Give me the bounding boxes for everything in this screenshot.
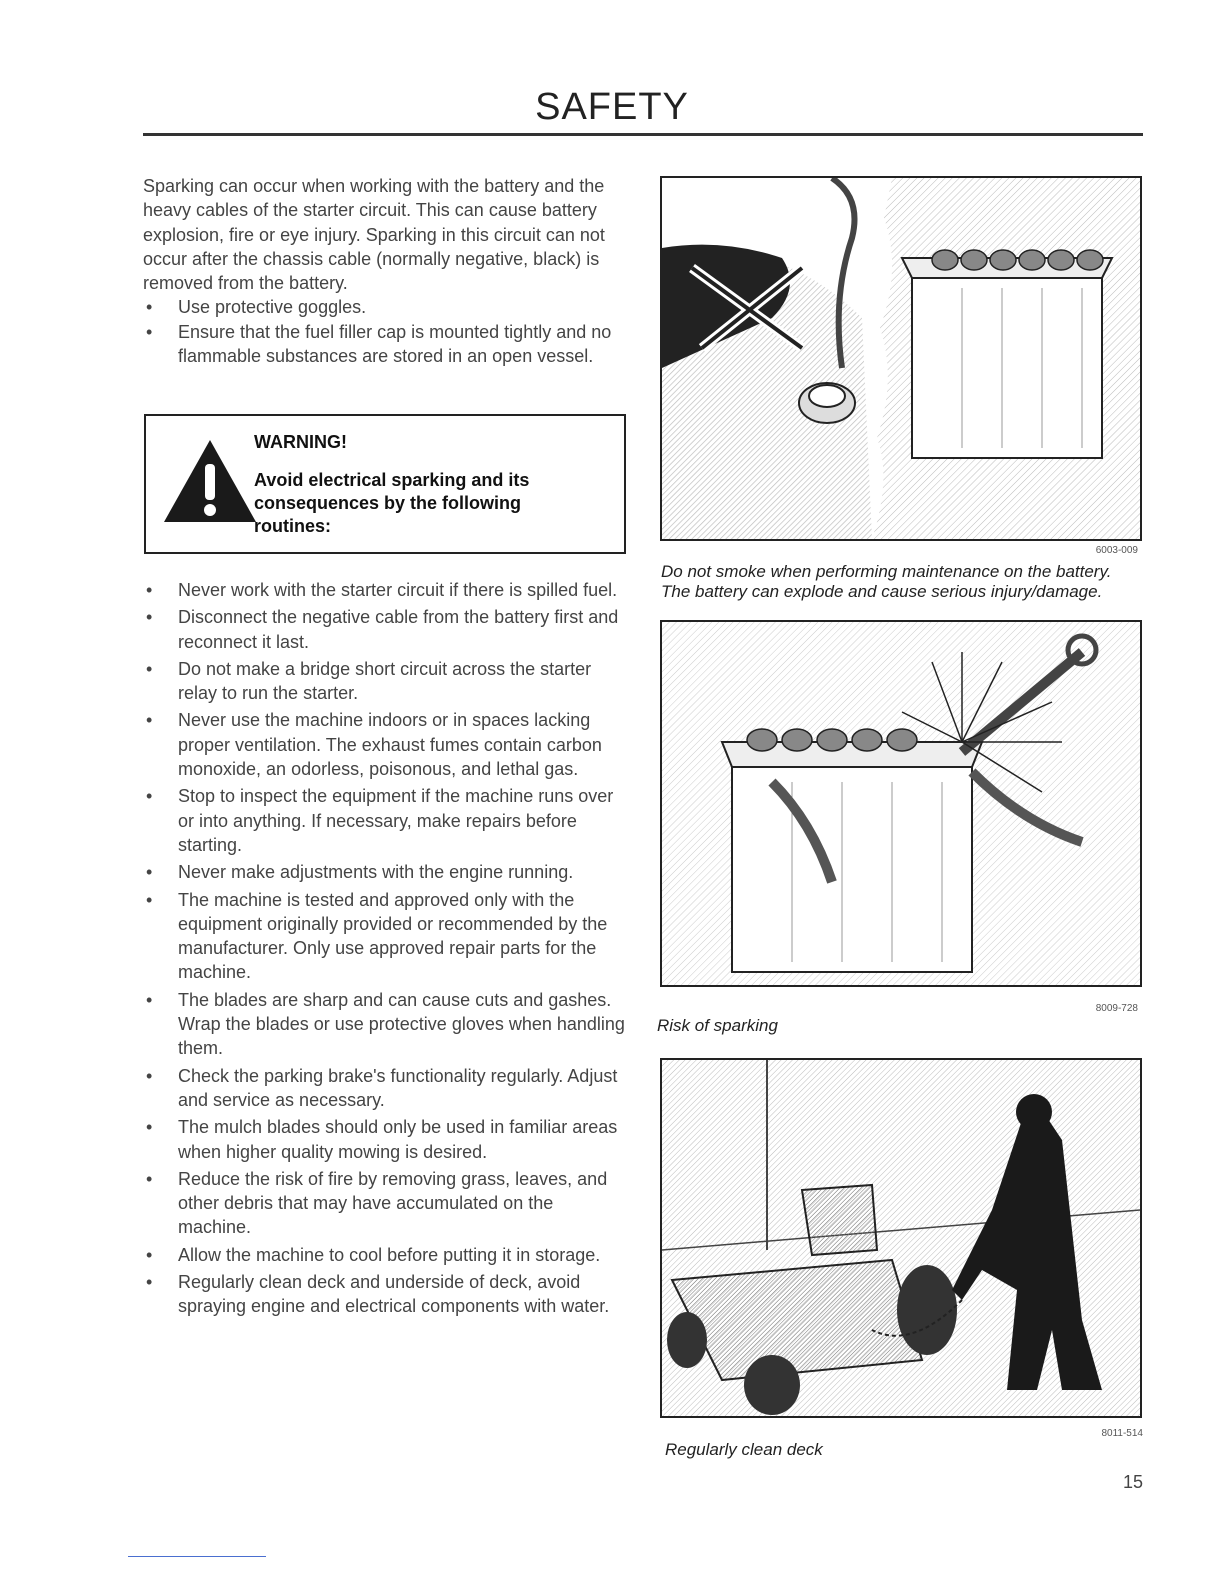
intro-bullet-list <box>143 295 628 368</box>
figure-caption <box>661 562 1141 602</box>
intro-paragraph: Sparking can occur when working with the battery and the heavy cables of the starter circuit. This can cause battery explosion, fire or eye injury. Sparking in this circuit can not occur after the chassis cable (normally negative, black) is removed from the battery. <box>143 176 605 294</box>
list-item: • Allow the machine to cool before putting it in storage. <box>143 1243 628 1267</box>
risk-of-sparking-illustration <box>660 620 1142 987</box>
list-item: • Do not make a bridge short circuit across the starter relay to run the starter. <box>143 657 628 706</box>
sparking-drawing <box>662 622 1140 985</box>
figure-code: 6003-009 <box>1095 545 1138 556</box>
page-number: 15 <box>1123 1472 1144 1492</box>
list-item: • Regularly clean deck and underside of deck, avoid spraying engine and electrical components with water. <box>143 1270 628 1319</box>
figure-caption: Risk of sparking <box>657 1016 778 1035</box>
clean-deck-illustration <box>660 1058 1142 1418</box>
warning-body: Avoid electrical sparking and its consequences by the following routines: <box>254 470 530 536</box>
caption-line: The battery can explode and cause serious injury/damage. <box>661 582 1103 601</box>
figure-caption: Regularly clean deck <box>665 1440 823 1459</box>
list-item: • The mulch blades should only be used in familiar areas when higher quality mowing is desired. <box>143 1115 628 1164</box>
list-item: • Check the parking brake's functionality regularly. Adjust and service as necessary. <box>143 1064 628 1113</box>
warning-title: WARNING! <box>254 432 347 452</box>
footer-rule <box>128 1556 266 1557</box>
list-item: • Stop to inspect the equipment if the machine runs over or into anything. If necessary, make repairs before starting. <box>143 784 628 857</box>
list-item: • The blades are sharp and can cause cuts and gashes. Wrap the blades or use protective gloves when handling them. <box>143 988 628 1061</box>
list-item: • Use protective goggles. <box>143 295 628 319</box>
title-rule <box>143 133 1143 136</box>
list-item: • Never make adjustments with the engine running. <box>143 860 628 884</box>
list-item: • Disconnect the negative cable from the battery first and reconnect it last. <box>143 605 628 654</box>
intro-section <box>143 174 628 368</box>
figure-code: 8009-728 <box>1095 1003 1138 1014</box>
caption-line: Do not smoke when performing maintenance on the battery. <box>661 562 1112 581</box>
list-item: • Never work with the starter circuit if there is spilled fuel. <box>143 578 628 602</box>
routines-list <box>143 578 628 1322</box>
figure-code: 8011-514 <box>1101 1428 1143 1439</box>
warning-box <box>144 414 626 554</box>
list-item: • Reduce the risk of fire by removing grass, leaves, and other debris that may have accumulated on the machine. <box>143 1167 628 1240</box>
list-item: • Never use the machine indoors or in spaces lacking proper ventilation. The exhaust fumes contain carbon monoxide, an odorless, poisonous, and lethal gas. <box>143 708 628 781</box>
page-title: SAFETY <box>535 86 689 128</box>
list-item: • Ensure that the fuel filler cap is mounted tightly and no flammable substances are stored in an open vessel. <box>143 320 628 369</box>
clean-deck-drawing <box>662 1060 1140 1416</box>
warning-triangle-icon <box>160 436 260 526</box>
battery-no-smoking-illustration <box>660 176 1142 541</box>
battery-no-smoking-drawing <box>662 178 1140 539</box>
list-item: • The machine is tested and approved only with the equipment originally provided or recommended by the manufacturer. Only use approved repair parts for the machine. <box>143 888 628 985</box>
